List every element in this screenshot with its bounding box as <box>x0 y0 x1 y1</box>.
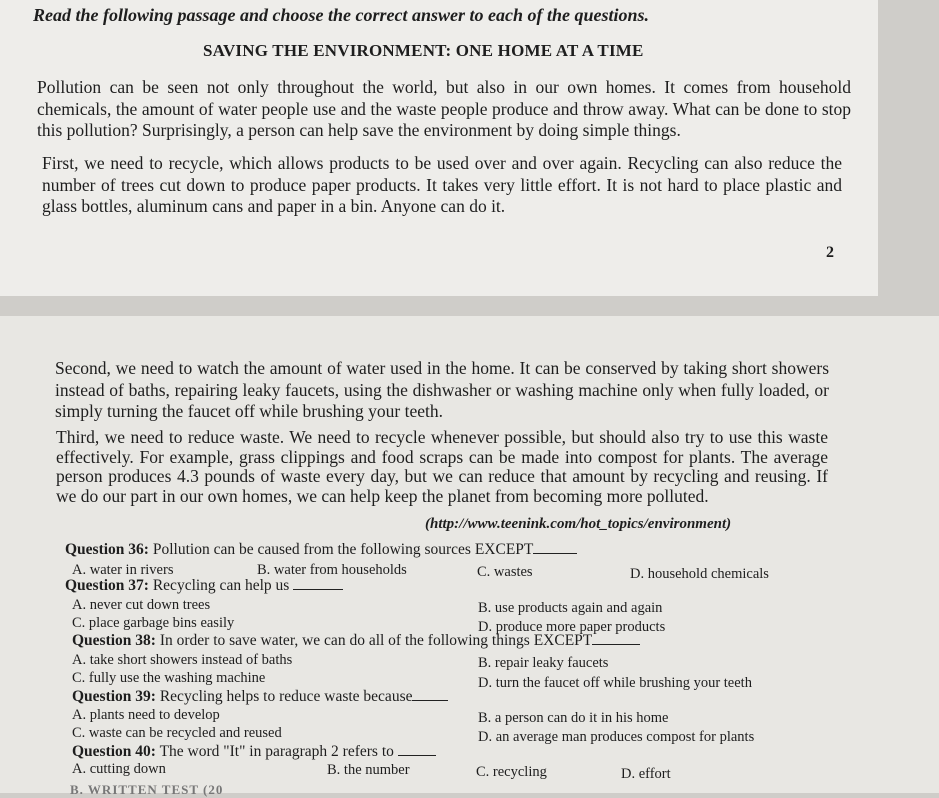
q40-option-b[interactable]: B. the number <box>327 762 410 778</box>
q38-option-d[interactable]: D. turn the faucet off while brushing your teeth <box>478 675 752 691</box>
q36-option-d[interactable]: D. household chemicals <box>630 566 769 582</box>
question-label: Question 40: <box>72 743 156 760</box>
question-text: The word "It" in paragraph 2 refers to <box>159 743 394 760</box>
source-citation: (http://www.teenink.com/hot_topics/environment) <box>425 516 732 532</box>
question-text: In order to save water, we can do all of the following things EXCEPT <box>159 632 593 649</box>
page-sheet-bottom <box>0 316 939 797</box>
q37-option-b[interactable]: B. use products again and again <box>478 600 663 616</box>
question-label: Question 36: <box>65 541 149 558</box>
q37-option-d[interactable]: D. produce more paper products <box>478 619 666 635</box>
question-label: Question 38: <box>72 632 156 649</box>
q40-option-a[interactable]: A. cutting down <box>72 761 166 777</box>
q39-option-b[interactable]: B. a person can do it in his home <box>478 710 669 726</box>
q37-option-a[interactable]: A. never cut down trees <box>72 597 211 613</box>
q36-option-c[interactable]: C. wastes <box>477 564 533 580</box>
question-38 <box>72 632 640 650</box>
q39-option-a[interactable]: A. plants need to develop <box>72 707 220 723</box>
q40-option-c[interactable]: C. recycling <box>476 764 547 780</box>
passage-title: SAVING THE ENVIRONMENT: ONE HOME AT A TIME <box>203 41 644 60</box>
question-text: Recycling helps to reduce waste because <box>159 688 413 705</box>
question-label: Question 39: <box>72 688 156 705</box>
paragraph-1: Pollution can be seen not only throughout the world, but also in our own homes. It comes from household chemicals, the amount of water people use and the waste people produce and throw away. What can be done to stop this pollution? Surprisingly, a person can help save the environment by doing simple things. <box>37 77 851 140</box>
q39-option-c[interactable]: C. waste can be recycled and reused <box>72 725 282 741</box>
paragraph-3: Second, we need to watch the amount of water used in the home. It can be conserved by taking short showers instead of baths, repairing leaky faucets, using the dishwasher or washing machine only when fully loaded, or simply turning the faucet off while brushing your teeth. <box>55 358 829 421</box>
instruction: Read the following passage and choose the correct answer to each of the questions. <box>33 5 650 25</box>
q39-option-d[interactable]: D. an average man produces compost for plants <box>478 729 755 745</box>
q38-option-c[interactable]: C. fully use the washing machine <box>72 670 266 686</box>
paragraph-2: First, we need to recycle, which allows products to be used over and over again. Recycling can also reduce the number of trees cut down to produce paper products. It takes very little effort. It is not hard to place plastic and glass bottles, aluminum cans and paper in a bin. Anyone can do it. <box>42 153 842 216</box>
q36-option-b[interactable]: B. water from households <box>257 562 407 578</box>
question-label: Question 37: <box>65 577 149 594</box>
answer-blank <box>533 541 577 554</box>
answer-blank <box>592 632 640 645</box>
next-section-heading-fragment: B. WRITTEN TEST (20 <box>70 782 224 797</box>
answer-blank <box>398 743 436 756</box>
q38-option-b[interactable]: B. repair leaky faucets <box>478 655 609 671</box>
q40-option-d[interactable]: D. effort <box>621 766 671 782</box>
question-37 <box>65 577 343 595</box>
page-sheet-top <box>0 0 878 296</box>
question-40 <box>72 743 436 761</box>
question-text: Recycling can help us <box>152 577 290 594</box>
answer-blank <box>412 688 448 701</box>
q38-option-a[interactable]: A. take short showers instead of baths <box>72 652 293 668</box>
q36-option-a[interactable]: A. water in rivers <box>72 562 174 578</box>
q37-option-c[interactable]: C. place garbage bins easily <box>72 615 235 631</box>
question-36 <box>65 541 577 559</box>
answer-blank <box>293 577 343 590</box>
paragraph-4: Third, we need to reduce waste. We need to recycle whenever possible, but should also try to use this waste effectively. For example, grass clippings and food scraps can be made into compost for plants. The average person produces 4.3 pounds of waste every day, but we can reduce that amount by recycling and reusing. If we do our part in our own homes, we can help keep the planet from becoming more polluted. <box>56 427 828 506</box>
question-39 <box>72 688 448 706</box>
page-number: 2 <box>826 244 834 261</box>
question-text: Pollution can be caused from the following sources EXCEPT <box>152 541 534 558</box>
